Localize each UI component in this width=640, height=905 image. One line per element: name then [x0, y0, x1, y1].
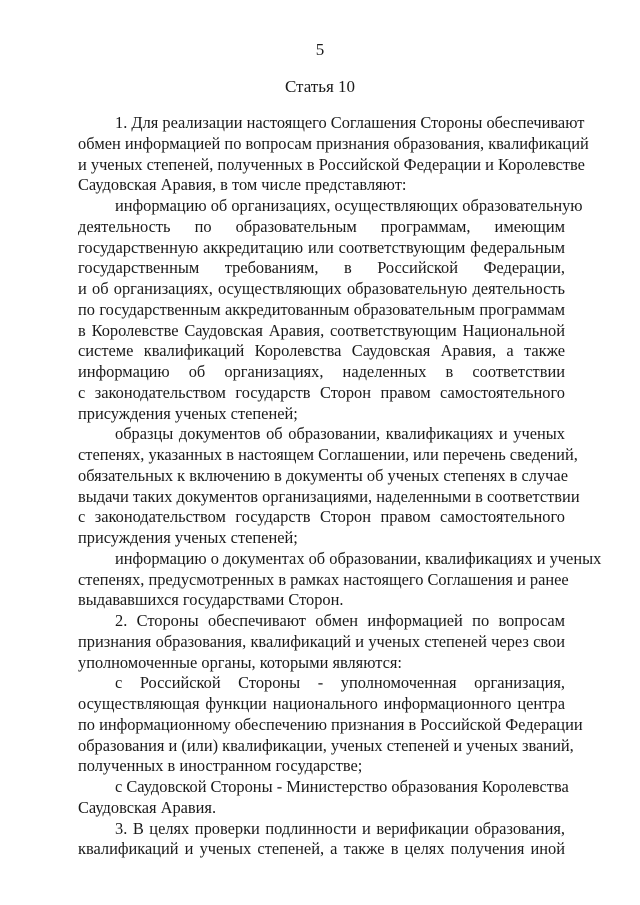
text-line: присуждения ученых степеней;: [78, 528, 298, 547]
text-line: полученных в иностранном государстве;: [78, 756, 363, 775]
text-line: государственную аккредитацию или соответствующим федеральным: [78, 238, 565, 257]
text-line: и об организациях, осуществляющих образовательную деятельность: [78, 279, 565, 298]
page-number: 5: [315, 40, 325, 59]
text-line: уполномоченные органы, которыми являются:: [78, 653, 402, 672]
text-line: с законодательством государств Сторон правом самостоятельного: [78, 507, 565, 526]
text-line: квалификаций и ученых степеней, а также в целях получения иной: [78, 839, 565, 858]
text-line: информацию об организациях, осуществляющих образовательную: [115, 196, 583, 215]
text-line: информацию о документах об образовании, квалификациях и ученых: [115, 549, 602, 568]
text-line: выдававшихся государствами Сторон.: [78, 590, 344, 609]
text-line: системе квалификаций Королевства Саудовская Аравия, а также: [78, 341, 565, 360]
text-line: степенях, предусмотренных в рамках настоящего Соглашения и ранее: [78, 570, 569, 589]
article-heading: Статья 10: [284, 77, 356, 96]
text-line: степенях, указанных в настоящем Соглашении, или перечень сведений,: [78, 445, 578, 464]
text-line: по государственным аккредитованным образовательным программам: [78, 300, 565, 319]
text-line: и ученых степеней, полученных в Российской Федерации и Королевстве: [78, 155, 585, 174]
text-line: информацию об организациях, наделенных в соответствии: [78, 362, 565, 381]
text-line: 1. Для реализации настоящего Соглашения Стороны обеспечивают: [115, 113, 585, 132]
text-line: выдачи таких документов организациями, наделенными в соответствии: [78, 487, 580, 506]
text-line: обязательных к включению в документы об ученых степенях в случае: [78, 466, 568, 485]
text-line: деятельность по образовательным программам, имеющим: [78, 217, 565, 236]
text-line: образцы документов об образовании, квалификациях и ученых: [115, 424, 565, 443]
text-line: с Российской Стороны - уполномоченная организация,: [115, 673, 565, 692]
text-line: в Королевстве Саудовская Аравия, соответствующим Национальной: [78, 321, 565, 340]
text-line: государственным требованиям, в Российской Федерации,: [78, 258, 565, 277]
text-line: по информационному обеспечению признания в Российской Федерации: [78, 715, 583, 734]
text-line: осуществляющая функции национального информационного центра: [78, 694, 565, 713]
text-line: признания образования, квалификаций и ученых степеней через свои: [78, 632, 565, 651]
text-line: Саудовская Аравия.: [78, 798, 217, 817]
text-line: обмен информацией по вопросам признания образования, квалификаций: [78, 134, 589, 153]
text-line: 2. Стороны обеспечивают обмен информацией по вопросам: [115, 611, 565, 630]
text-line: 3. В целях проверки подлинности и верификации образования,: [115, 819, 565, 838]
text-line: Саудовская Аравия, в том числе представляют:: [78, 175, 407, 194]
text-line: с Саудовской Стороны - Министерство образования Королевства: [115, 777, 569, 796]
text-line: с законодательством государств Сторон правом самостоятельного: [78, 383, 565, 402]
text-line: присуждения ученых степеней;: [78, 404, 298, 423]
text-line: образования и (или) квалификации, ученых степеней и ученых званий,: [78, 736, 574, 755]
